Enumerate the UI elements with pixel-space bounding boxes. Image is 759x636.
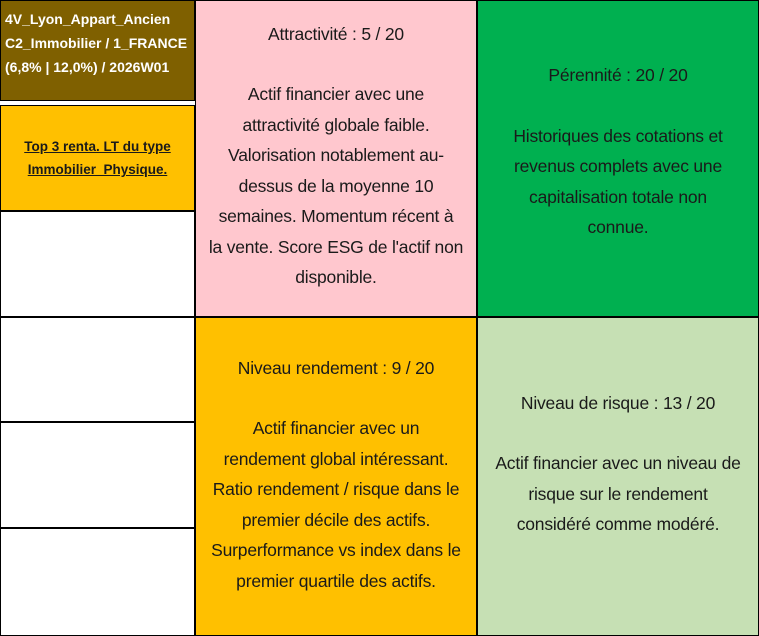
- empty-cell: [0, 317, 195, 422]
- asset-name: 4V_Lyon_Appart_Ancien: [5, 11, 171, 27]
- risque-panel: [477, 317, 759, 636]
- risque-description: Actif financier avec un niveau de risque sur le rendement considéré comme modéré.: [495, 453, 741, 534]
- perennite-score: Pérennité : 20 / 20: [548, 65, 688, 86]
- attractivite-panel: [195, 0, 477, 317]
- ranking-line-2: Immobilier_Physique.: [27, 162, 168, 177]
- attractivite-description: Actif financier avec une attractivité globale faible. Valorisation notablement au- dessus de la moyenne 10 semaines. Momentum récent à la vente. Score ESG de l'actif non disponible.: [208, 84, 464, 287]
- perennite-panel: [477, 0, 759, 317]
- ranking-cell: [0, 105, 195, 211]
- asset-metrics: (6,8% | 12,0%) / 2026W01: [5, 59, 170, 75]
- empty-cell: [0, 211, 195, 317]
- asset-category: C2_Immobilier / 1_FRANCE: [5, 35, 188, 51]
- rendement-description: Actif financier avec un rendement global intéressant. Ratio rendement / risque dans le premier décile des actifs. Surperformance vs index dans le premier quartile des actifs.: [211, 418, 461, 591]
- ranking-link[interactable]: [24, 135, 171, 181]
- empty-cell: [0, 528, 195, 636]
- rendement-score: Niveau rendement : 9 / 20: [237, 357, 435, 378]
- asset-identifier-cell: [0, 0, 195, 101]
- risque-score: Niveau de risque : 13 / 20: [520, 392, 716, 413]
- perennite-description: Historiques des cotations et revenus complets avec une capitalisation totale non connue.: [513, 125, 723, 238]
- ranking-line-1: Top 3 renta. LT du type: [24, 139, 171, 154]
- rendement-panel: [195, 317, 477, 636]
- empty-cell: [0, 422, 195, 528]
- attractivite-score: Attractivité : 5 / 20: [268, 23, 404, 44]
